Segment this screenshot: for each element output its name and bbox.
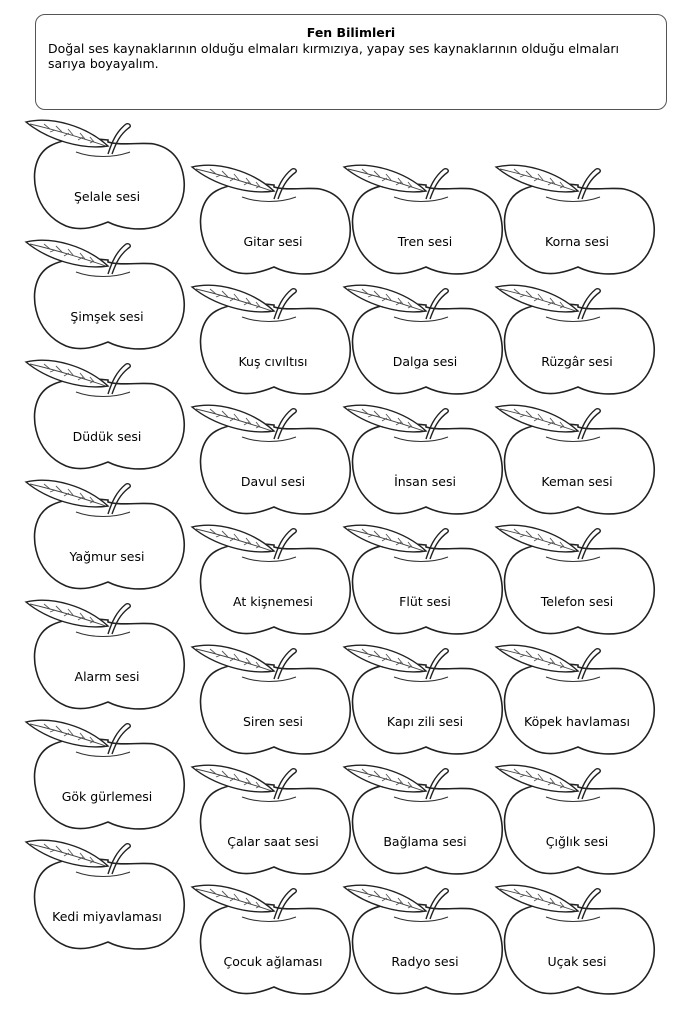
apple-label: Keman sesi — [541, 473, 613, 489]
worksheet-title: Fen Bilimleri — [306, 25, 396, 40]
apple-item[interactable] — [22, 716, 192, 840]
apple-label: Şelale sesi — [73, 188, 141, 204]
apple-item[interactable] — [492, 281, 662, 405]
apple-label: Tren sesi — [397, 233, 453, 249]
apple-item[interactable] — [188, 881, 358, 1005]
apple-item[interactable] — [340, 641, 510, 765]
apple-label: Yağmur sesi — [69, 548, 145, 564]
apple-label: Dalga sesi — [392, 353, 458, 369]
apple-label: Flüt sesi — [399, 593, 451, 609]
apple-label: Gitar sesi — [243, 233, 303, 249]
apple-label: Korna sesi — [545, 233, 609, 249]
apple-item[interactable] — [340, 281, 510, 405]
apple-item[interactable] — [340, 401, 510, 525]
apple-label: Davul sesi — [240, 473, 306, 489]
apple-label: Rüzgâr sesi — [541, 353, 613, 369]
apple-item[interactable] — [188, 401, 358, 525]
apple-label: Düdük sesi — [72, 428, 142, 444]
apple-label: Çocuk ağlaması — [223, 953, 323, 969]
apple-item[interactable] — [22, 356, 192, 480]
apple-label: Kedi miyavlaması — [52, 908, 162, 924]
apple-item[interactable] — [22, 596, 192, 720]
apple-item[interactable] — [188, 161, 358, 285]
apple-item[interactable] — [22, 836, 192, 960]
apple-item[interactable] — [22, 476, 192, 600]
apple-label: Köpek havlaması — [524, 713, 630, 729]
apple-label: Çalar saat sesi — [227, 833, 319, 849]
apple-item[interactable] — [340, 761, 510, 885]
apple-item[interactable] — [22, 236, 192, 360]
apple-item[interactable] — [492, 521, 662, 645]
apple-label: Bağlama sesi — [383, 833, 467, 849]
apple-item[interactable] — [188, 641, 358, 765]
apple-label: Telefon sesi — [540, 593, 614, 609]
apple-label: İnsan sesi — [394, 473, 456, 489]
apple-item[interactable] — [188, 281, 358, 405]
apple-item[interactable] — [492, 761, 662, 885]
apple-item[interactable] — [492, 161, 662, 285]
apple-label: Radyo sesi — [391, 953, 459, 969]
apple-item[interactable] — [492, 881, 662, 1005]
instruction-text: Doğal ses kaynaklarının olduğu elmaları kırmızıya, yapay ses kaynaklarının olduğu elmaları sarıya boyayalım. — [48, 41, 619, 71]
apple-item[interactable] — [22, 116, 192, 240]
apple-item[interactable] — [340, 881, 510, 1005]
apple-item[interactable] — [492, 641, 662, 765]
instruction-box — [35, 14, 667, 110]
apple-label: Uçak sesi — [547, 953, 607, 969]
apple-label: Şimşek sesi — [70, 308, 144, 324]
apple-item[interactable] — [188, 521, 358, 645]
apple-label: Kuş cıvıltısı — [238, 353, 308, 369]
apple-label: Kapı zili sesi — [386, 713, 464, 729]
apple-label: Gök gürlemesi — [61, 788, 153, 804]
apple-label: Çığlık sesi — [545, 833, 609, 849]
apple-item[interactable] — [340, 521, 510, 645]
apple-label: Alarm sesi — [74, 668, 140, 684]
apple-item[interactable] — [492, 401, 662, 525]
apple-label: At kişnemesi — [233, 593, 313, 609]
apple-item[interactable] — [340, 161, 510, 285]
apple-item[interactable] — [188, 761, 358, 885]
apple-label: Siren sesi — [242, 713, 304, 729]
